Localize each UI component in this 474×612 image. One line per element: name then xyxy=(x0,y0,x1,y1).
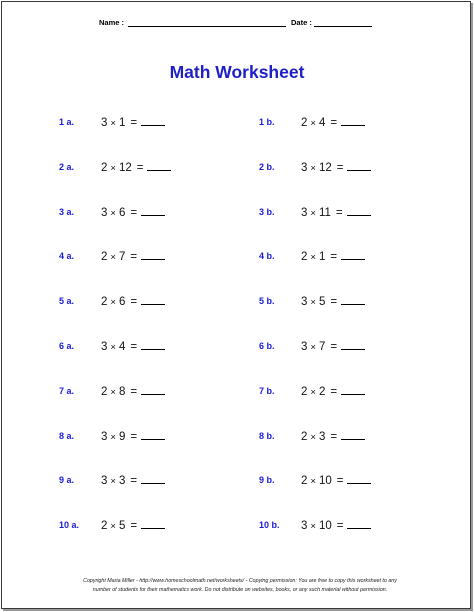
multiply-sign: × xyxy=(310,162,316,174)
problem-label: 7 a. xyxy=(59,385,75,396)
page-shadow-right xyxy=(471,3,473,611)
answer-blank[interactable] xyxy=(141,116,165,126)
operand-b: 10 xyxy=(318,475,332,488)
problem-label: 7 b. xyxy=(259,385,275,396)
operand-a: 3 xyxy=(301,520,308,533)
problem-expression xyxy=(101,340,165,353)
answer-blank[interactable] xyxy=(141,519,165,529)
equals-sign: = xyxy=(330,251,338,264)
multiply-sign: × xyxy=(310,252,316,264)
problem-expression xyxy=(101,385,165,398)
problem-expression xyxy=(301,116,365,129)
operand-b: 4 xyxy=(118,341,126,353)
problem-label: 8 b. xyxy=(259,430,275,441)
answer-blank[interactable] xyxy=(347,519,371,529)
multiply-sign: × xyxy=(110,431,116,443)
operand-b: 9 xyxy=(118,430,126,443)
operand-a: 2 xyxy=(101,296,108,309)
multiply-sign: × xyxy=(110,521,116,533)
equals-sign: = xyxy=(130,296,138,309)
problem-expression xyxy=(301,295,365,308)
operand-b: 4 xyxy=(318,117,326,129)
operand-a: 2 xyxy=(301,251,308,264)
multiply-sign: × xyxy=(310,521,316,533)
answer-blank[interactable] xyxy=(347,206,371,216)
multiply-sign: × xyxy=(310,118,316,129)
answer-blank[interactable] xyxy=(141,250,165,260)
name-field[interactable] xyxy=(128,26,286,27)
operand-b: 5 xyxy=(118,520,126,533)
operand-b: 6 xyxy=(118,296,126,309)
multiply-sign: × xyxy=(310,207,316,219)
problem-expression xyxy=(301,385,365,398)
problem-label: 3 a. xyxy=(59,206,75,217)
answer-blank[interactable] xyxy=(141,474,165,484)
answer-blank[interactable] xyxy=(341,116,365,126)
operand-a: 3 xyxy=(301,341,308,353)
multiply-sign: × xyxy=(310,476,316,488)
equals-sign: = xyxy=(130,520,138,533)
problem-expression xyxy=(301,161,371,174)
operand-b: 7 xyxy=(118,251,126,264)
equals-sign: = xyxy=(330,341,338,353)
problem-label: 1 b. xyxy=(259,117,275,127)
equals-sign: = xyxy=(330,117,338,129)
problem-expression xyxy=(101,430,165,443)
operand-a: 2 xyxy=(301,385,308,398)
problem-label: 5 b. xyxy=(259,296,275,307)
equals-sign: = xyxy=(130,341,138,353)
equals-sign: = xyxy=(130,430,138,443)
operand-a: 3 xyxy=(101,341,108,353)
answer-blank[interactable] xyxy=(341,430,365,440)
operand-b: 12 xyxy=(318,161,332,174)
operand-a: 2 xyxy=(101,385,108,398)
multiply-sign: × xyxy=(310,342,316,353)
problem-label: 6 a. xyxy=(59,341,75,351)
problem-expression xyxy=(101,116,165,129)
problem-expression xyxy=(301,519,371,532)
answer-blank[interactable] xyxy=(147,161,171,171)
problem-expression xyxy=(101,295,165,308)
problem-label: 8 a. xyxy=(59,430,75,441)
operand-b: 3 xyxy=(318,430,326,443)
answer-blank[interactable] xyxy=(141,385,165,395)
problem-label: 9 a. xyxy=(59,475,75,486)
equals-sign: = xyxy=(136,161,144,174)
answer-blank[interactable] xyxy=(341,250,365,260)
problem-label: 6 b. xyxy=(259,341,275,351)
problem-label: 2 a. xyxy=(59,161,75,172)
operand-b: 1 xyxy=(118,117,126,129)
equals-sign: = xyxy=(130,206,138,219)
copyright-footer xyxy=(40,577,440,595)
equals-sign: = xyxy=(336,475,344,488)
footer-line-1: Copyright Maria Miller - http://www.homeschoolmath.net/worksheets/ - Copying permission: You are free to copy this worksheet to any xyxy=(83,578,397,584)
answer-blank[interactable] xyxy=(347,161,371,171)
equals-sign: = xyxy=(130,117,138,129)
answer-blank[interactable] xyxy=(341,340,365,350)
problem-expression xyxy=(301,474,371,487)
answer-blank[interactable] xyxy=(347,474,371,484)
multiply-sign: × xyxy=(310,431,316,443)
operand-b: 6 xyxy=(118,206,126,219)
operand-a: 3 xyxy=(101,475,108,488)
problem-expression xyxy=(301,206,371,219)
answer-blank[interactable] xyxy=(341,295,365,305)
footer-line-2: number of students for their mathematics work. Do not distribute on websites, books, or any such material without permission. xyxy=(92,587,388,593)
problem-label: 4 a. xyxy=(59,251,75,262)
problem-expression xyxy=(301,340,365,353)
equals-sign: = xyxy=(336,161,344,174)
operand-b: 12 xyxy=(118,161,132,174)
equals-sign: = xyxy=(130,385,138,398)
operand-a: 2 xyxy=(101,251,108,264)
operand-b: 10 xyxy=(318,520,332,533)
problem-expression xyxy=(301,430,365,443)
problem-expression xyxy=(101,206,165,219)
equals-sign: = xyxy=(330,385,338,398)
operand-a: 3 xyxy=(301,206,308,219)
problem-label: 9 b. xyxy=(259,475,275,486)
operand-a: 3 xyxy=(101,430,108,443)
answer-blank[interactable] xyxy=(141,206,165,216)
operand-a: 3 xyxy=(101,117,108,129)
operand-b: 8 xyxy=(118,385,126,398)
answer-blank[interactable] xyxy=(141,340,165,350)
page-shadow-bottom xyxy=(3,609,473,611)
operand-a: 2 xyxy=(101,161,108,174)
multiply-sign: × xyxy=(310,297,316,309)
equals-sign: = xyxy=(330,430,338,443)
page-title: Math Worksheet xyxy=(169,62,305,82)
multiply-sign: × xyxy=(110,386,116,398)
problem-expression xyxy=(101,161,171,174)
problem-label: 10 a. xyxy=(59,520,80,531)
operand-b: 5 xyxy=(318,296,326,309)
multiply-sign: × xyxy=(110,162,116,174)
operand-a: 2 xyxy=(301,430,308,443)
operand-b: 11 xyxy=(318,206,331,219)
operand-a: 2 xyxy=(101,520,108,533)
worksheet-header xyxy=(0,18,474,32)
date-label: Date : xyxy=(291,18,312,27)
multiply-sign: × xyxy=(110,476,116,488)
multiply-sign: × xyxy=(110,342,116,353)
problem-expression xyxy=(101,474,165,487)
operand-b: 1 xyxy=(318,251,326,264)
multiply-sign: × xyxy=(110,297,116,309)
equals-sign: = xyxy=(130,251,138,264)
problem-label: 1 a. xyxy=(59,117,75,127)
problem-label: 2 b. xyxy=(259,161,275,172)
multiply-sign: × xyxy=(110,207,116,219)
name-label: Name : xyxy=(99,18,125,27)
multiply-sign: × xyxy=(110,118,116,129)
equals-sign: = xyxy=(336,520,344,533)
operand-a: 3 xyxy=(101,206,108,219)
multiply-sign: × xyxy=(310,386,316,398)
answer-blank[interactable] xyxy=(341,385,365,395)
equals-sign: = xyxy=(330,296,338,309)
problem-label: 4 b. xyxy=(259,251,275,262)
problem-expression xyxy=(301,250,365,263)
operand-b: 7 xyxy=(318,341,326,353)
answer-blank[interactable] xyxy=(141,430,165,440)
problem-label: 10 b. xyxy=(259,520,280,531)
equals-sign: = xyxy=(335,206,343,219)
operand-a: 3 xyxy=(301,161,308,174)
multiply-sign: × xyxy=(110,252,116,264)
problem-expression xyxy=(101,250,165,263)
operand-a: 2 xyxy=(301,475,308,488)
problem-label: 5 a. xyxy=(59,296,75,307)
equals-sign: = xyxy=(130,475,138,488)
problem-expression xyxy=(101,519,165,532)
date-field[interactable] xyxy=(314,26,372,27)
operand-b: 3 xyxy=(118,475,126,488)
operand-a: 2 xyxy=(301,117,308,129)
answer-blank[interactable] xyxy=(141,295,165,305)
operand-a: 3 xyxy=(301,296,308,309)
operand-b: 2 xyxy=(318,385,326,398)
problem-label: 3 b. xyxy=(259,206,275,217)
